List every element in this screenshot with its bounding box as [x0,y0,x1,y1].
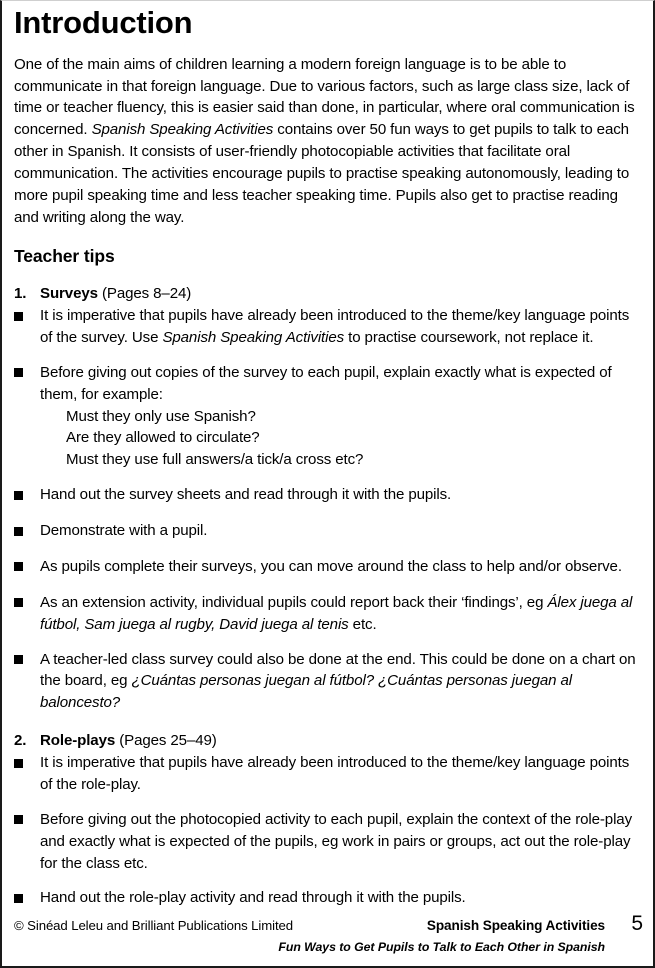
item-pages: (Pages 8–24) [97,285,192,303]
text-part: etc. [348,615,377,633]
square-bullet-icon [14,305,40,349]
list-item-text [40,649,645,715]
list-item-text: Hand out the role-play activity and read through it with the pupils. [40,889,466,907]
page-number: 5 [631,912,643,935]
list-item [14,362,645,471]
list-item [14,592,645,636]
page-content [14,1,645,910]
page-title: Introduction [14,5,193,40]
intro-italic-booktitle: Spanish Speaking Activities [91,121,274,139]
text-part: As an extension activity, individual pupils could report back their ‘findings’, eg [40,593,548,611]
square-bullet-icon [14,649,40,715]
list-item [14,887,645,910]
list-item [14,752,645,796]
item-title: Surveys [40,285,98,303]
page-footer [14,912,643,958]
sub-question: Must they use full answers/a tick/a cross etc? [66,451,364,469]
square-bullet-icon [14,520,40,543]
list-item-text: Demonstrate with a pupil. [40,522,208,540]
sub-question-list [40,406,645,472]
footer-book-subtitle: Fun Ways to Get Pupils to Talk to Each Other in Spanish [278,940,605,954]
italic-part: ¿Cuántas personas juegan al fútbol? ¿Cuántas personas juegan al baloncesto? [40,672,572,712]
item-heading-text [40,730,217,752]
footer-secondary-row [14,938,643,956]
text-part: A teacher-led class survey could also be done at the end. This could be done on a chart on the board, eg [40,650,636,690]
square-bullet-icon [14,592,40,636]
copyright-notice: © Sinéad Leleu and Brilliant Publications Limited [14,918,293,933]
footer-right-group [427,912,643,936]
item-heading-text [40,283,191,305]
numbered-item-role-plays [14,730,645,752]
list-item [14,809,645,875]
intro-text-part1: One of the main aims of children learning a modern foreign language is to be able to communicate in that foreign language. Due to various factors, such as large class size, lack of time or teacher fluency, this is easier said than done, in particular, where oral communication is concerned. [14,55,635,139]
square-bullet-icon [14,362,40,471]
text-part: It is imperative that pupils have already been introduced to the theme/key language points of the survey. Use [40,307,630,346]
italic-part: Spanish Speaking Activities [162,328,345,346]
list-item-text: As pupils complete their surveys, you can move around the class to help and/or observe. [40,557,622,575]
square-bullet-icon [14,887,40,910]
item-pages: (Pages 25–49) [115,732,217,750]
square-bullet-icon [14,556,40,579]
square-bullet-icon [14,809,40,875]
list-item [14,484,645,507]
list-item-text [40,362,645,471]
square-bullet-icon [14,752,40,796]
list-item-text: It is imperative that pupils have already been introduced to the theme/key language points of the role-play. [40,754,630,793]
list-item-text [40,305,645,349]
list-item [14,556,645,579]
italic-part: Álex juega al fútbol, Sam juega al rugby, David juega al tenis [40,593,633,633]
text-part: Before giving out copies of the survey to each pupil, explain exactly what is expected of them, for example: [40,363,612,403]
list-item [14,305,645,349]
intro-text-part2: contains over 50 fun ways to get pupils to talk to each other in Spanish. It consists of user-friendly photocopiable activities that facilitate oral communication. The activities encourage pupils to practise speaking autonomously, leading to more pupil speaking time and less teacher speaking time. Pupils also get to practise reading and writing along the way. [14,121,630,227]
list-item-text [40,592,645,636]
item-number: 2. [14,732,27,750]
text-part: to practise coursework, not replace it. [344,328,594,346]
list-item-text: Before giving out the photocopied activity to each pupil, explain the context of the role-play and exactly what is expected of the pupils, eg work in pairs or groups, act out the role-play for the class etc. [40,810,633,872]
sub-question: Must they only use Spanish? [66,407,256,425]
list-item [14,649,645,715]
intro-paragraph [14,54,644,230]
footer-book-title: Spanish Speaking Activities [426,918,605,933]
item-number: 1. [14,285,27,303]
numbered-item-surveys [14,283,645,305]
list-item-text: Hand out the survey sheets and read through it with the pupils. [40,486,452,504]
teacher-tips-heading: Teacher tips [14,246,115,267]
item-title: Role-plays [40,732,116,750]
sub-question: Are they allowed to circulate? [66,429,260,447]
footer-primary-row [14,912,643,936]
list-item [14,520,645,543]
square-bullet-icon [14,484,40,507]
